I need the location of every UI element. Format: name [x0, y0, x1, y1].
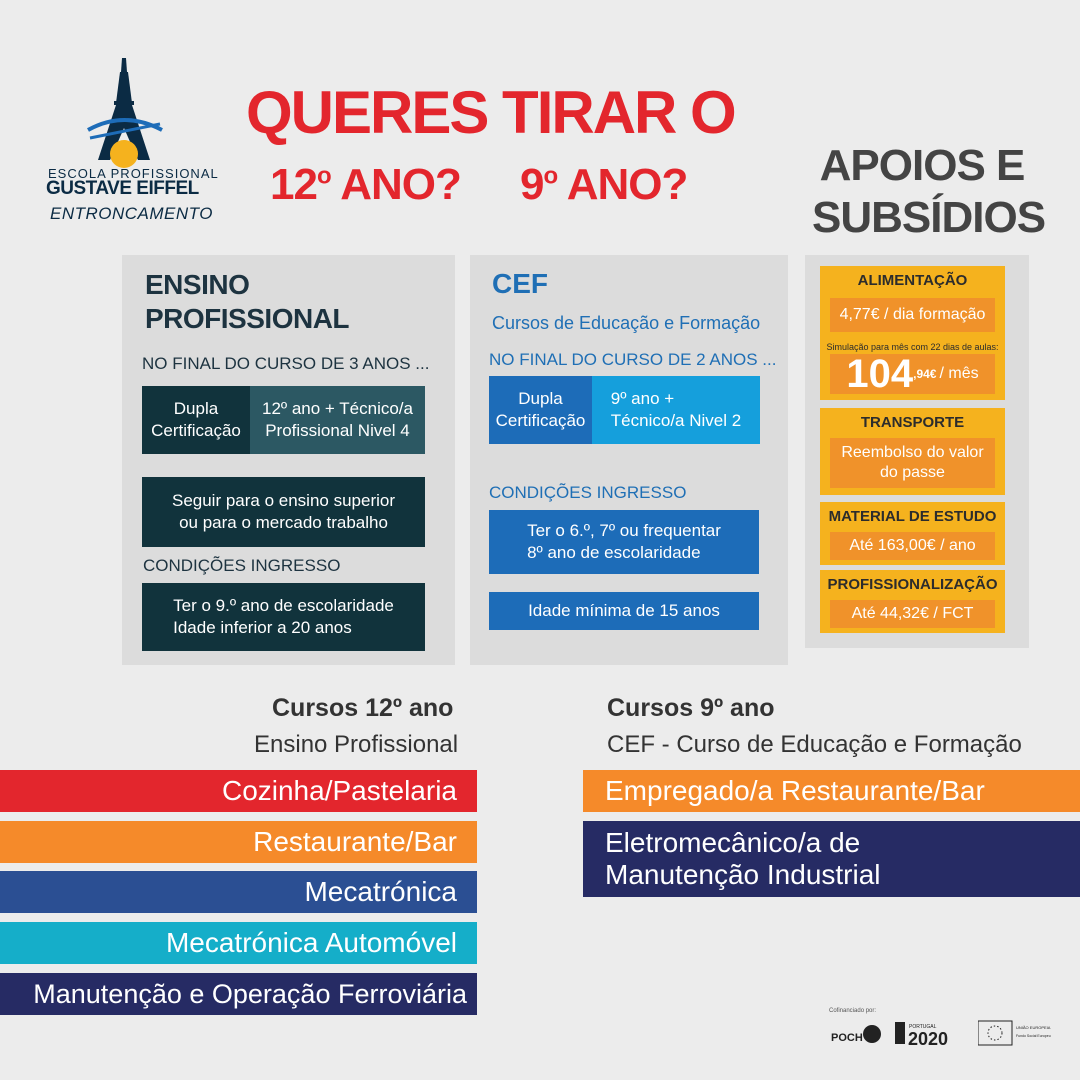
- ep-cond-label: CONDIÇÕES INGRESSO: [143, 556, 341, 575]
- cef-title: CEF: [492, 268, 548, 299]
- card-alimentacao: [820, 266, 1005, 400]
- alimentacao-value: 4,77€ / dia formação: [830, 298, 995, 332]
- logo-location: ENTRONCAMENTO: [50, 204, 213, 223]
- cef-cond-label: CONDIÇÕES INGRESSO: [489, 483, 687, 502]
- svg-text:Fundo Social Europeu: Fundo Social Europeu: [1016, 1034, 1051, 1038]
- course-item: Restaurante/Bar: [0, 821, 477, 863]
- apoios-title: APOIOS E SUBSÍDIOS: [812, 141, 1046, 242]
- cef-idade-box: Idade mínima de 15 anos: [489, 592, 759, 630]
- ep-dupla-certificacao: Dupla Certificação: [142, 386, 250, 454]
- material-value: Até 163,00€ / ano: [830, 532, 995, 560]
- card-material: [820, 502, 1005, 565]
- alimentacao-monthly: 104 ,94€ / mês: [830, 354, 995, 394]
- headline-option-9: 9$^o$ ANO?: [520, 160, 688, 209]
- svg-text:PORTUGAL: PORTUGAL: [909, 1024, 937, 1030]
- alimentacao-label: ALIMENTAÇÃO: [857, 272, 968, 289]
- alimentacao-sim-label: Simulação para mês com 22 dias de aulas:: [826, 342, 999, 352]
- ep-final-label: NO FINAL DO CURSO DE 3 ANOS ...: [142, 354, 430, 373]
- course-item: Mecatrónica: [0, 871, 477, 913]
- cursos-12-subtitle: Ensino Profissional: [254, 731, 459, 758]
- poch-logo: [829, 1020, 884, 1048]
- ep-seguir-box: Seguir para o ensino superior ou para o mercado trabalho: [142, 477, 425, 547]
- cofinanciado-label: Cofinanciado por:: [829, 1008, 877, 1014]
- material-label: MATERIAL DE ESTUDO: [828, 508, 997, 525]
- course-item: Manutenção e Operação Ferroviária: [0, 973, 477, 1015]
- cef-certification: 9º ano + Técnico/a Nivel 2: [592, 376, 760, 444]
- eu-flag-logo: [978, 1020, 1058, 1046]
- eiffel-tower-icon: [80, 58, 170, 168]
- transporte-value: Reembolso do valor do passe: [830, 438, 995, 488]
- ep-certification: 12º ano + Técnico/a Profissional Nivel 4: [250, 386, 425, 454]
- cursos-12-title: Cursos 12º ano: [272, 694, 454, 722]
- profissionalizacao-value: Até 44,32€ / FCT: [830, 600, 995, 628]
- profissionalizacao-label: PROFISSIONALIZAÇÃO: [827, 576, 998, 593]
- course-item: Eletromecânico/a de Manutenção Industrial: [583, 821, 1080, 897]
- svg-text:UNIÃO EUROPEIA: UNIÃO EUROPEIA: [1016, 1025, 1051, 1030]
- ep-title: ENSINO PROFISSIONAL: [145, 269, 350, 334]
- cursos-9-subtitle: CEF - Curso de Educação e Formação: [607, 731, 1022, 758]
- portugal-2020-logo: [895, 1018, 970, 1048]
- headline-title: QUERES TIRAR O: [246, 79, 735, 146]
- course-item: Mecatrónica Automóvel: [0, 922, 477, 964]
- cef-subtitle: Cursos de Educação e Formação: [492, 313, 761, 333]
- card-profissionalizacao: [820, 570, 1005, 633]
- cef-dupla-certificacao: Dupla Certificação: [489, 376, 592, 444]
- logo-school-type: ESCOLA PROFISSIONAL: [48, 166, 219, 181]
- cef-final-label: NO FINAL DO CURSO DE 2 ANOS ...: [489, 350, 777, 369]
- course-item: Empregado/a Restaurante/Bar: [583, 770, 1080, 812]
- svg-text:POCH: POCH: [831, 1032, 863, 1044]
- cef-conditions-box: Ter o 6.º, 7º ou frequentar 8º ano de escolaridade: [489, 510, 759, 574]
- transporte-label: TRANSPORTE: [860, 414, 965, 431]
- card-transporte: [820, 408, 1005, 495]
- svg-text:2020: 2020: [908, 1029, 949, 1048]
- cursos-9-title: Cursos 9º ano: [607, 694, 775, 722]
- headline-option-12: 12$^o$ ANO?: [270, 160, 461, 209]
- ep-conditions-box: Ter o 9.º ano de escolaridade Idade inferior a 20 anos: [142, 583, 425, 651]
- logo-school-name: GUSTAVE EIFFEL: [46, 178, 199, 199]
- course-item: Cozinha/Pastelaria: [0, 770, 477, 812]
